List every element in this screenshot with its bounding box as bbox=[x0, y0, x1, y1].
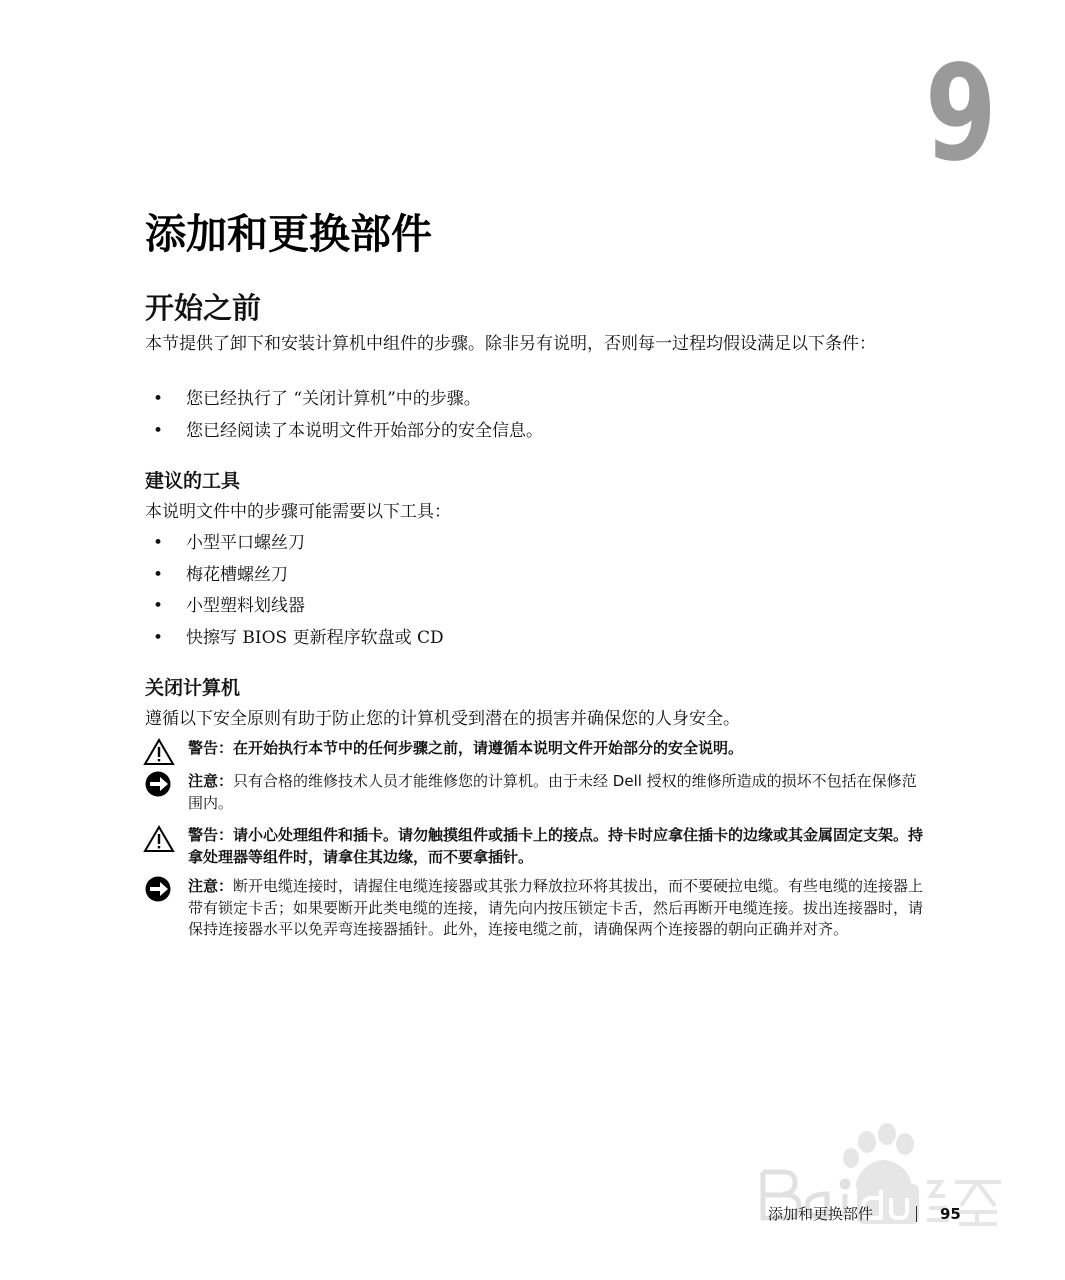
notice-text: 警告：请小心处理组件和插卡。请勿触摸组件或插卡上的接点。持卡时应拿住插卡的边缘或其金属固定支架。持拿处理器等组件时，请拿住其边缘，而不要拿插针。 bbox=[188, 826, 924, 866]
section-before-list bbox=[145, 388, 543, 451]
section-tools-intro: 本说明文件中的步骤可能需要以下工具： bbox=[145, 502, 451, 522]
notice-arrow-icon bbox=[143, 771, 175, 799]
bullet-icon: • bbox=[153, 389, 164, 409]
warning-notice bbox=[143, 738, 925, 760]
warning-notice bbox=[143, 825, 925, 868]
section-tools-list bbox=[145, 532, 444, 658]
footer-chapter-title: 添加和更换部件 bbox=[768, 1205, 874, 1223]
caution-notice bbox=[143, 771, 925, 814]
section-heading-tools: 建议的工具 bbox=[145, 470, 241, 492]
bullet-icon: • bbox=[153, 564, 164, 585]
bullet-icon: • bbox=[153, 627, 164, 648]
notice-text: 注意：断开电缆连接时，请握住电缆连接器或其张力释放拉环将其拔出，而不要硬拉电缆。有些电缆的连接器上带有锁定卡舌；如果要断开此类电缆的连接，请先向内按压锁定卡舌，然后再断开电缆连接。拔出连接器时，请保持连接器水平以免弄弯连接器插针。此外，连接电缆之前，请确保两个连接器的朝向正确并对齐。 bbox=[188, 877, 924, 938]
caution-notice bbox=[143, 876, 925, 941]
footer-divider bbox=[916, 1206, 917, 1222]
notice-arrow-icon bbox=[143, 876, 175, 904]
list-item: • 快擦写 BIOS 更新程序软盘或 CD bbox=[153, 627, 444, 648]
chapter-title: 添加和更换部件 bbox=[145, 210, 432, 258]
notice-text: 注意：只有合格的维修技术人员才能维修您的计算机。由于未经 Dell 授权的维修所造成的损坏不包括在保修范围内。 bbox=[188, 772, 917, 812]
warning-triangle-icon bbox=[143, 825, 175, 853]
notice-text: 警告：在开始执行本节中的任何步骤之前，请遵循本说明文件开始部分的安全说明。 bbox=[188, 739, 744, 757]
bullet-icon: • bbox=[153, 420, 164, 441]
list-item: • 您已经执行了 “关闭计算机”中的步骤。 bbox=[153, 389, 481, 409]
section-heading-shutdown: 关闭计算机 bbox=[145, 677, 241, 699]
warning-triangle-icon bbox=[143, 738, 175, 766]
baidu-watermark-logo bbox=[755, 1120, 1005, 1250]
list-item: • 梅花槽螺丝刀 bbox=[153, 564, 288, 585]
section-heading-before: 开始之前 bbox=[145, 291, 262, 325]
list-item: • 您已经阅读了本说明文件开始部分的安全信息。 bbox=[153, 420, 543, 441]
bullet-icon: • bbox=[153, 533, 164, 553]
chapter-number: 9 bbox=[925, 37, 997, 191]
section-shutdown-intro: 遵循以下安全原则有助于防止您的计算机受到潜在的损害并确保您的人身安全。 bbox=[145, 709, 740, 729]
bullet-icon: • bbox=[153, 596, 164, 616]
section-before-intro: 本节提供了卸下和安装计算机中组件的步骤。除非另有说明，否则每一过程均假设满足以下条件： bbox=[145, 334, 876, 354]
list-item: • 小型平口螺丝刀 bbox=[153, 533, 305, 553]
list-item: • 小型塑料划线器 bbox=[153, 596, 305, 616]
page-number: 95 bbox=[940, 1205, 961, 1223]
